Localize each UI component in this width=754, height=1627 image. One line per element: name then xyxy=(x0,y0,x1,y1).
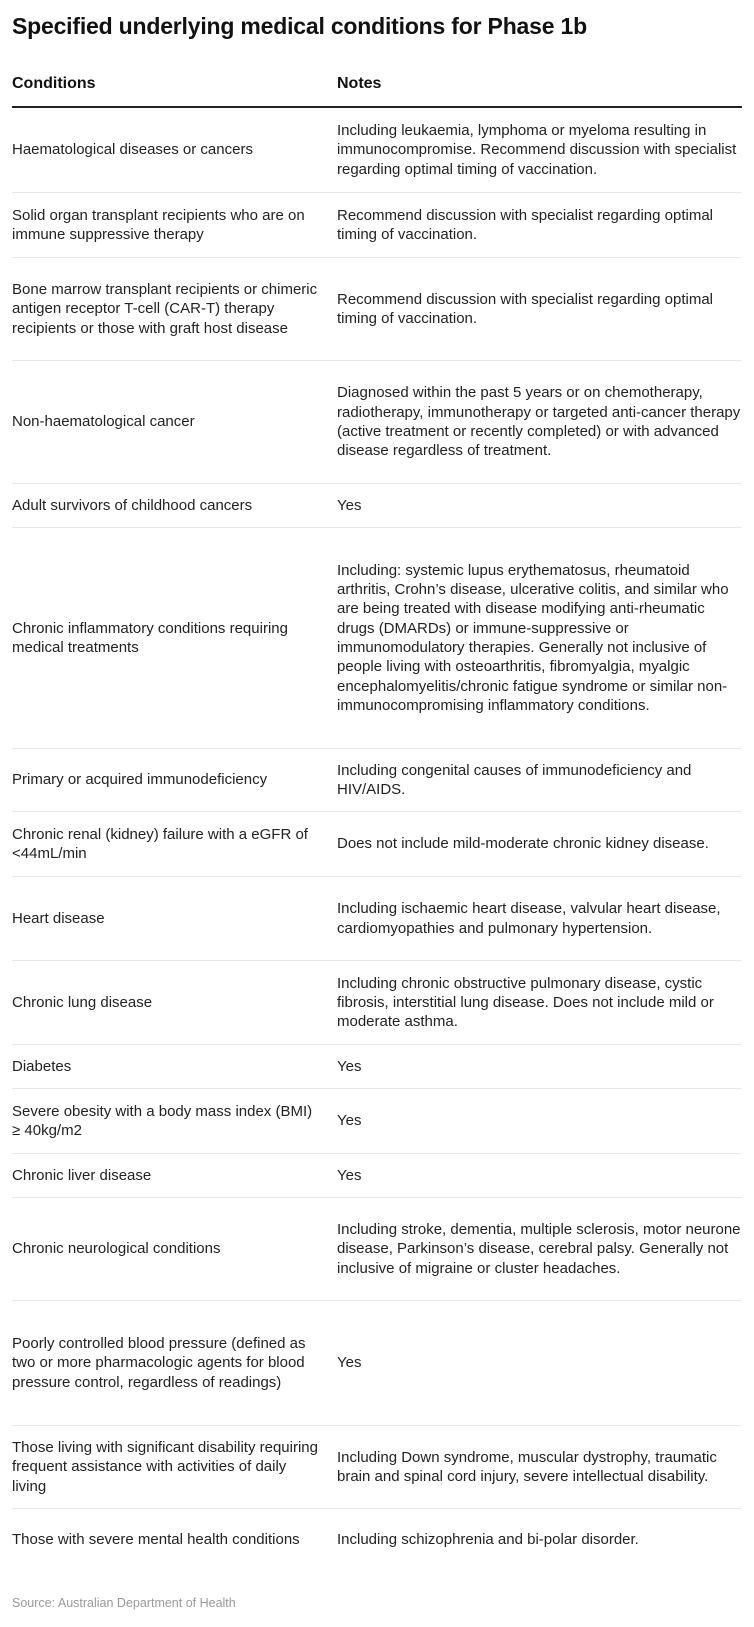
notes-cell: Including congenital causes of immunodeficiency and HIV/AIDS. xyxy=(337,761,692,798)
table-row xyxy=(12,1045,742,1089)
notes-cell: Does not include mild-moderate chronic kidney disease. xyxy=(337,835,709,853)
page-title: Specified underlying medical conditions for Phase 1b xyxy=(12,13,587,39)
notes-cell: Yes xyxy=(337,1112,362,1130)
notes-cell: Including ischaemic heart disease, valvular heart disease, cardiomyopathies and pulmonary hypertension. xyxy=(337,900,721,937)
table-row xyxy=(12,1198,742,1301)
condition-cell: Chronic neurological conditions xyxy=(12,1240,221,1258)
condition-cell: Bone marrow transplant recipients or chimeric antigen receptor T-cell (CAR-T) therapy recipients or those with graft host disease xyxy=(12,281,318,337)
table-row xyxy=(12,812,742,877)
notes-cell: Including schizophrenia and bi-polar disorder. xyxy=(337,1531,639,1549)
condition-cell: Those with severe mental health conditions xyxy=(12,1531,300,1549)
condition-cell: Primary or acquired immunodeficiency xyxy=(12,771,268,789)
notes-cell: Including: systemic lupus erythematosus, rheumatoid arthritis, Crohn’s disease, ulcerative colitis, and similar who are being treated with disease modifying anti-rheumatic drugs (DMARDs) or immune-suppressive or immunomodulatory therapies. Generally not inclusive of people living with osteoarthritis, fibromyalgia, myalgic encephalomyelitis/chronic fatigue syndrome or similar non-immunocompromising inflammatory conditions. xyxy=(337,561,729,714)
table-row xyxy=(12,961,742,1045)
table-row xyxy=(12,749,742,812)
table-row xyxy=(12,193,742,258)
condition-cell: Adult survivors of childhood cancers xyxy=(12,496,253,514)
condition-cell: Non-haematological cancer xyxy=(12,413,195,431)
notes-cell: Recommend discussion with specialist regarding optimal timing of vaccination. xyxy=(337,206,714,243)
condition-cell: Those living with significant disability requiring frequent assistance with activities of daily living xyxy=(12,1439,318,1495)
table-row xyxy=(12,108,742,193)
notes-cell: Including stroke, dementia, multiple sclerosis, motor neurone disease, Parkinson’s disease, cerebral palsy. Generally not inclusive of migraine or cluster headaches. xyxy=(337,1221,741,1277)
condition-cell: Poorly controlled blood pressure (defined as two or more pharmacologic agents for blood pressure control, regardless of readings) xyxy=(12,1335,306,1391)
notes-cell: Yes xyxy=(337,1166,362,1184)
column-header-notes: Notes xyxy=(337,75,382,92)
table-row xyxy=(12,1426,742,1509)
condition-cell: Chronic inflammatory conditions requiring medical treatments xyxy=(12,619,288,656)
notes-cell: Diagnosed within the past 5 years or on chemotherapy, radiotherapy, immunotherapy or targeted anti-cancer therapy (active treatment or recently completed) or with advanced disease regardless of treatment. xyxy=(337,384,741,460)
table-header xyxy=(12,70,742,108)
table-row xyxy=(12,1301,742,1426)
condition-cell: Chronic renal (kidney) failure with a eGFR of <44mL/min xyxy=(12,825,308,862)
table-row xyxy=(12,1154,742,1198)
column-header-conditions: Conditions xyxy=(12,75,96,92)
table-row xyxy=(12,1509,742,1571)
condition-cell: Solid organ transplant recipients who are on immune suppressive therapy xyxy=(12,206,305,243)
condition-cell: Chronic liver disease xyxy=(12,1166,152,1184)
condition-cell: Diabetes xyxy=(12,1057,72,1075)
source-note: Source: Australian Department of Health xyxy=(12,1596,236,1610)
table-row xyxy=(12,877,742,961)
condition-cell: Severe obesity with a body mass index (BMI) ≥ 40kg/m2 xyxy=(12,1102,313,1139)
table-row xyxy=(12,1089,742,1154)
table-row xyxy=(12,484,742,528)
condition-cell: Chronic lung disease xyxy=(12,993,153,1011)
notes-cell: Yes xyxy=(337,1057,362,1075)
conditions-table xyxy=(12,70,742,1571)
notes-cell: Including chronic obstructive pulmonary disease, cystic fibrosis, interstitial lung disease. Does not include mild or moderate asthma. xyxy=(337,974,714,1031)
table-row xyxy=(12,258,742,361)
notes-cell: Recommend discussion with specialist regarding optimal timing of vaccination. xyxy=(337,290,714,327)
table-row xyxy=(12,361,742,484)
notes-cell: Yes xyxy=(337,1354,362,1372)
condition-cell: Haematological diseases or cancers xyxy=(12,141,253,159)
notes-cell: Yes xyxy=(337,496,362,514)
table-body xyxy=(12,108,742,1571)
notes-cell: Including leukaemia, lymphoma or myeloma resulting in immunocompromise. Recommend discussion with specialist regarding optimal timing of vaccination. xyxy=(337,122,737,178)
table-row xyxy=(12,528,742,749)
condition-cell: Heart disease xyxy=(12,909,105,927)
notes-cell: Including Down syndrome, muscular dystrophy, traumatic brain and spinal cord injury, severe intellectual disability. xyxy=(337,1448,717,1485)
